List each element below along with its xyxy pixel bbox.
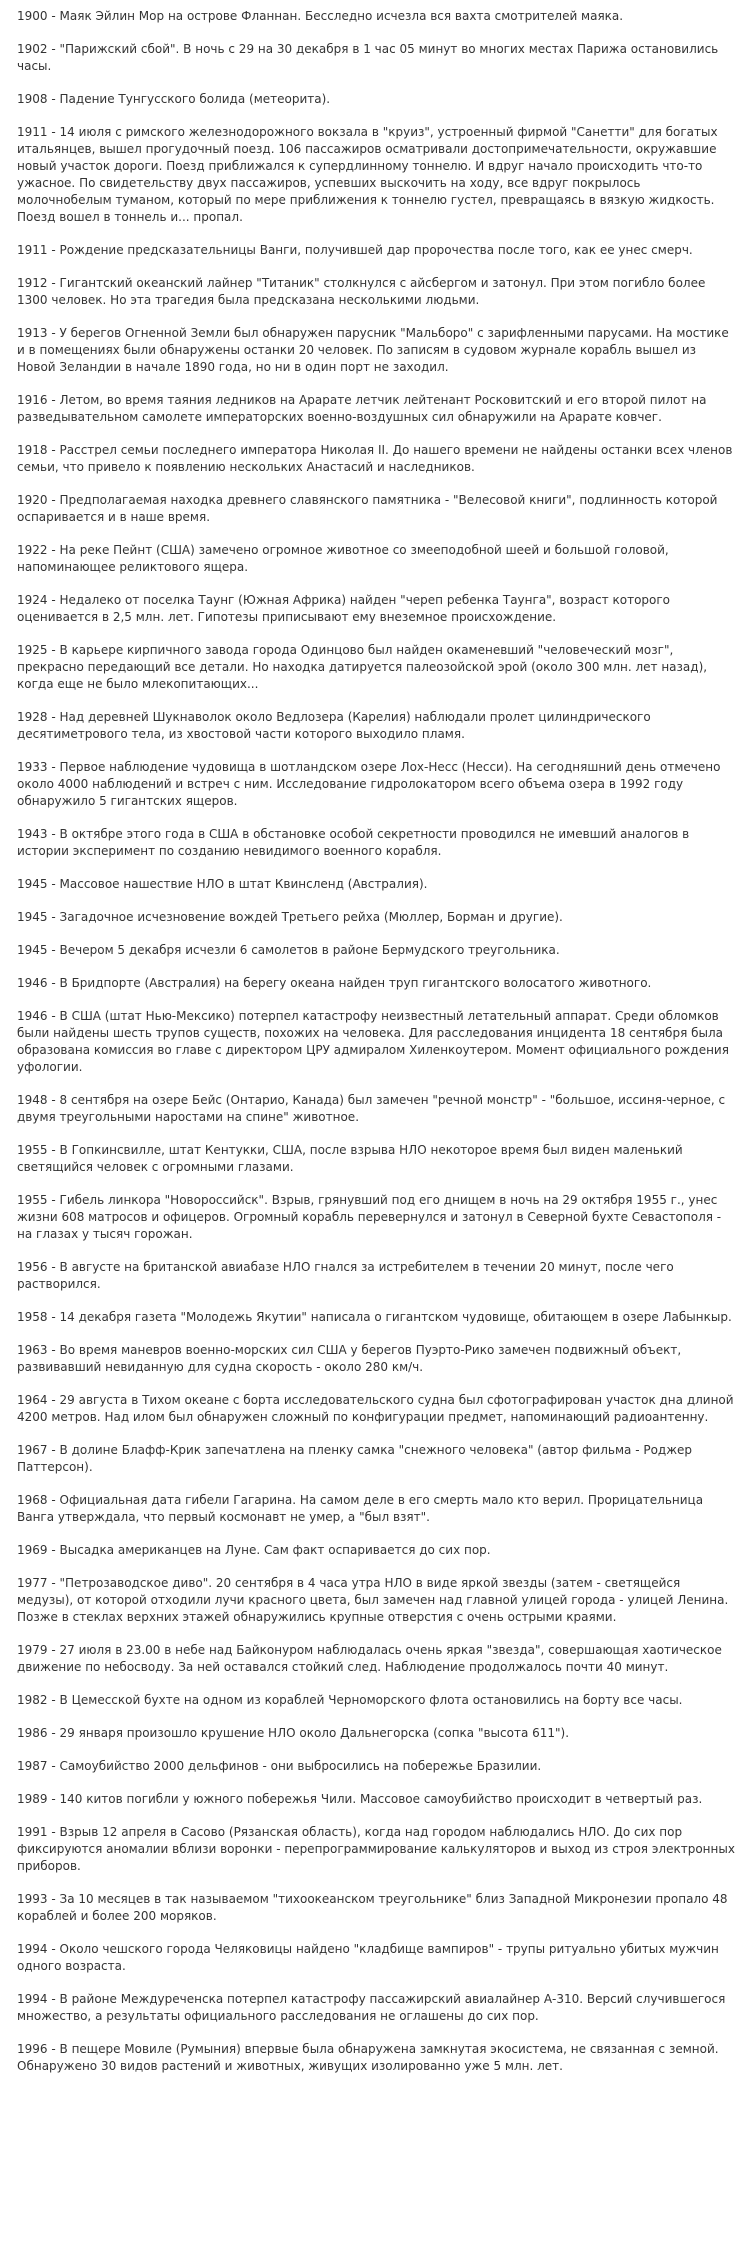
entry-separator: - <box>47 1693 60 1707</box>
entry-text: Официальная дата гибели Гагарина. На самом деле в его смерть мало кто верил. Прорицательница Ванга утверждала, что первый космонавт не умер, а "был взят". <box>17 1493 704 1524</box>
entry-year: 1913 <box>17 326 48 340</box>
entry-separator: - <box>47 9 60 23</box>
entry-year: 1908 <box>17 92 48 106</box>
entry-year: 1945 <box>17 877 48 891</box>
timeline-entry <box>17 41 738 75</box>
timeline-entry <box>17 942 738 959</box>
entry-year: 1943 <box>17 827 48 841</box>
entry-year: 1933 <box>17 760 48 774</box>
timeline-entry <box>17 91 738 108</box>
entry-text: Массовое нашествие НЛО в штат Квинсленд (Австралия). <box>59 877 428 891</box>
entry-text: В октябре этого года в США в обстановке особой секретности проводился не имевший аналогов в истории эксперимент по созданию невидимого военного корабля. <box>17 827 690 858</box>
entry-year: 1996 <box>17 2042 48 2056</box>
timeline-entry <box>17 759 738 810</box>
entry-year: 1977 <box>17 1576 48 1590</box>
entry-separator: - <box>47 125 60 139</box>
entry-text: Расстрел семьи последнего императора Николая II. До нашего времени не найдены останки всех членов семьи, что привело к появлению нескольких Анастасий и наследников. <box>17 443 733 474</box>
entry-separator: - <box>47 393 60 407</box>
entry-text: Первое наблюдение чудовища в шотландском озере Лох-Несс (Несси). На сегодняшний день отмечено около 4000 наблюдений и встреч с ним. Исследование гидролокатором всего объема озера в 1992 году обнаружило 5 гигантских ящеров. <box>17 760 721 808</box>
timeline-entry <box>17 1725 738 1742</box>
entry-text: На реке Пейнт (США) замечено огромное животное со змееподобной шеей и большой головой, напоминающее реликтового ящера. <box>17 543 669 574</box>
entry-separator: - <box>47 493 60 507</box>
entry-separator: - <box>47 2042 60 2056</box>
entry-year: 1924 <box>17 593 48 607</box>
timeline-entry <box>17 8 738 25</box>
timeline-entry <box>17 2041 738 2075</box>
timeline-entry <box>17 442 738 476</box>
entry-separator: - <box>47 1726 60 1740</box>
entry-year: 1979 <box>17 1643 48 1657</box>
entry-text: Рождение предсказательницы Ванги, получившей дар пророчества после того, как ее унес смерч. <box>59 243 693 257</box>
entry-year: 1946 <box>17 976 48 990</box>
timeline-entry <box>17 1092 738 1126</box>
entry-separator: - <box>47 42 60 56</box>
entry-text: 27 июля в 23.00 в небе над Байконуром наблюдалась очень яркая "звезда", совершающая хаотическое движение по небосводу. За ней оставался стойкий след. Наблюдение продолжалось почти 40 минут. <box>17 1643 722 1674</box>
entry-separator: - <box>47 877 60 891</box>
timeline-entry <box>17 1891 738 1925</box>
entry-year: 1956 <box>17 1260 48 1274</box>
entry-separator: - <box>47 943 60 957</box>
timeline-entry <box>17 1941 738 1975</box>
timeline-entry <box>17 1492 738 1526</box>
entry-separator: - <box>47 827 60 841</box>
entry-separator: - <box>47 1443 60 1457</box>
timeline-entry <box>17 1991 738 2025</box>
entry-text: Взрыв 12 апреля в Сасово (Рязанская область), когда над городом наблюдались НЛО. До сих пор фиксируются аномалии вблизи воронки - перепрограммирование калькуляторов и выход из строя электронных приборов. <box>17 1825 735 1873</box>
entry-separator: - <box>47 976 60 990</box>
timeline-entry <box>17 1008 738 1076</box>
entry-year: 1945 <box>17 943 48 957</box>
entry-text: Маяк Эйлин Мор на острове Фланнан. Бесследно исчезла вся вахта смотрителей маяка. <box>59 9 624 23</box>
timeline-entry <box>17 1192 738 1243</box>
entry-separator: - <box>47 1992 60 2006</box>
entry-separator: - <box>47 1543 60 1557</box>
entry-separator: - <box>47 1942 60 1956</box>
entry-separator: - <box>47 1643 60 1657</box>
entry-text: 8 сентября на озере Бейс (Онтарио, Канада) был замечен "речной монстр" - "большое, иссиня-черное, с двумя треугольными наростами на спине" животное. <box>17 1093 726 1124</box>
entry-text: Около чешского города Челяковицы найдено "кладбище вампиров" - трупы ритуально убитых мужчин одного возраста. <box>17 1942 719 1973</box>
entry-separator: - <box>47 1310 60 1324</box>
timeline-entry <box>17 1392 738 1426</box>
timeline-entry <box>17 1542 738 1559</box>
entry-year: 1986 <box>17 1726 48 1740</box>
entry-year: 1928 <box>17 710 48 724</box>
entry-separator: - <box>47 1393 60 1407</box>
entry-year: 1945 <box>17 910 48 924</box>
entry-text: Во время маневров военно-морских сил США у берегов Пуэрто-Рико замечен подвижный объект, развивавший невиданную для судна скорость - около 280 км/ч. <box>17 1343 682 1374</box>
entry-separator: - <box>47 760 60 774</box>
timeline-entry <box>17 1259 738 1293</box>
timeline-entry <box>17 1342 738 1376</box>
entry-text: Гибель линкора "Новороссийск". Взрыв, грянувший под его днищем в ночь на 29 октября 1955 г., унес жизни 608 матросов и офицеров. Огромный корабль перевернулся и затонул в Северной бухте Севастополя - на глазах у тысяч горожан. <box>17 1193 722 1241</box>
entry-text: 29 января произошло крушение НЛО около Дальнегорска (сопка "высота 611"). <box>59 1726 570 1740</box>
entry-text: Летом, во время таяния ледников на Арарате летчик лейтенант Росковитский и его второй пилот на разведывательном самолете императорских военно-воздушных сил обнаружили на Арарате ковчег. <box>17 393 707 424</box>
entry-text: 14 июля с римского железнодорожного вокзала в "круиз", устроенный фирмой "Санетти" для богатых итальянцев, вышел прогудочный поезд. 106 пассажиров осматривали достопримечательности, окружавшие новый участок дороги. Поезд приближался к супердлинному тоннелю. И вдруг начало происходить что-то ужасное. По свидетельству двух пассажиров, успевших выскочить на ходу, все вдруг покрылось молочнобелым туманом, который по мере приближения к тоннелю густел, превращаясь в вязкую жидкость. Поезд вошел в тоннель и... пропал. <box>17 125 718 224</box>
entry-year: 1920 <box>17 493 48 507</box>
entry-text: Вечером 5 декабря исчезли 6 самолетов в районе Бермудского треугольника. <box>59 943 560 957</box>
timeline-entry <box>17 642 738 693</box>
entry-text: Высадка американцев на Луне. Сам факт оспаривается до сих пор. <box>59 1543 491 1557</box>
entry-year: 1982 <box>17 1693 48 1707</box>
timeline-entry <box>17 124 738 226</box>
entry-separator: - <box>47 1193 60 1207</box>
entry-year: 1925 <box>17 643 48 657</box>
timeline-entry <box>17 592 738 626</box>
timeline-entry <box>17 1575 738 1626</box>
entry-text: В долине Блафф-Крик запечатлена на пленку самка "снежного человека" (автор фильма - Роджер Паттерсон). <box>17 1443 693 1474</box>
entry-year: 1964 <box>17 1393 48 1407</box>
timeline-entry <box>17 1692 738 1709</box>
entry-text: В Бридпорте (Австралия) на берегу океана найден труп гигантского волосатого животного. <box>59 976 652 990</box>
entry-separator: - <box>47 643 60 657</box>
entry-text: Самоубийство 2000 дельфинов - они выбросились на побережье Бразилии. <box>59 1759 542 1773</box>
timeline-entry <box>17 709 738 743</box>
timeline-entry <box>17 1642 738 1676</box>
timeline-entry <box>17 826 738 860</box>
entry-year: 1955 <box>17 1193 48 1207</box>
entry-separator: - <box>47 1792 60 1806</box>
entry-text: Недалеко от поселка Таунг (Южная Африка) найден "череп ребенка Таунга", возраст которого оценивается в 2,5 млн. лет. Гипотезы приписывают ему внеземное происхождение. <box>17 593 671 624</box>
entry-separator: - <box>47 1825 60 1839</box>
entry-text: В Цемесской бухте на одном из кораблей Черноморского флота остановились на борту все часы. <box>59 1693 683 1707</box>
timeline-entry <box>17 1758 738 1775</box>
entry-separator: - <box>47 1493 60 1507</box>
entry-separator: - <box>47 243 60 257</box>
timeline-entry <box>17 392 738 426</box>
entry-text: Падение Тунгусского болида (метеорита). <box>59 92 331 106</box>
timeline-entry <box>17 325 738 376</box>
entry-text: "Парижский сбой". В ночь с 29 на 30 декабря в 1 час 05 минут во многих местах Парижа остановились часы. <box>17 42 719 73</box>
entry-year: 1918 <box>17 443 48 457</box>
entry-text: В районе Междуреченска потерпел катастрофу пассажирский авиалайнер А-310. Версий случившегося множество, а результаты официального расследования не оглашены до сих пор. <box>17 1992 726 2023</box>
entry-text: У берегов Огненной Земли был обнаружен парусник "Мальборо" с зарифленными парусами. На мостике и в помещениях были обнаружены останки 20 человек. По записям в судовом журнале корабль вышел из Новой Зеландии в начале 1890 года, но ни в один порт не заходил. <box>17 326 729 374</box>
entry-year: 1922 <box>17 543 48 557</box>
entry-year: 1994 <box>17 1942 48 1956</box>
entry-separator: - <box>47 92 60 106</box>
timeline-entry <box>17 975 738 992</box>
entry-text: В пещере Мовиле (Румыния) впервые была обнаружена замкнутая экосистема, не связанная с земной. Обнаружено 30 видов растений и животных, живущих изолированно уже 5 млн. лет. <box>17 2042 719 2073</box>
entry-text: Над деревней Шукнаволок около Ведлозера (Карелия) наблюдали пролет цилиндрического десятиметрового тела, из хвостовой части которого выходило пламя. <box>17 710 651 741</box>
entry-separator: - <box>47 1892 60 1906</box>
timeline-entry <box>17 1824 738 1875</box>
timeline-entry <box>17 492 738 526</box>
timeline-entry <box>17 1442 738 1476</box>
entry-text: В карьере кирпичного завода города Одинцово был найден окаменевший "человеческий мозг", прекрасно передающий все детали. Но находка датируется палеозойской эрой (около 300 млн. лет назад), когда еще не было млекопитающих... <box>17 643 708 691</box>
entry-separator: - <box>47 1009 60 1023</box>
entry-text: "Петрозаводское диво". 20 сентября в 4 часа утра НЛО в виде яркой звезды (затем - светящейся медузы), от которой отходили лучи красного цвета, был замечен над главной улицей города - улицей Ленина. Позже в стеклах верхних этажей обнаружились крупные отверстия с очень острыми краями. <box>17 1576 729 1624</box>
entry-text: 140 китов погибли у южного побережья Чили. Массовое самоубийство происходит в четвертый раз. <box>59 1792 703 1806</box>
timeline-entry <box>17 909 738 926</box>
entry-year: 1963 <box>17 1343 48 1357</box>
entry-separator: - <box>47 710 60 724</box>
entry-separator: - <box>47 910 60 924</box>
timeline-entry <box>17 876 738 893</box>
entry-year: 1958 <box>17 1310 48 1324</box>
entry-year: 1991 <box>17 1825 48 1839</box>
entry-year: 1911 <box>17 243 48 257</box>
entry-year: 1948 <box>17 1093 48 1107</box>
entry-text: В августе на британской авиабазе НЛО гнался за истребителем в течении 20 минут, после чего растворился. <box>17 1260 674 1291</box>
entry-separator: - <box>47 1143 60 1157</box>
entry-separator: - <box>47 1260 60 1274</box>
entry-separator: - <box>47 1576 60 1590</box>
timeline-entry <box>17 1791 738 1808</box>
entry-separator: - <box>47 1093 60 1107</box>
entry-year: 1969 <box>17 1543 48 1557</box>
entry-year: 1994 <box>17 1992 48 2006</box>
entry-year: 1967 <box>17 1443 48 1457</box>
entry-year: 1911 <box>17 125 48 139</box>
entry-year: 1946 <box>17 1009 48 1023</box>
entry-text: В США (штат Нью-Мексико) потерпел катастрофу неизвестный летательный аппарат. Среди обломков были найдены шесть трупов существ, похожих на человека. Для расследования инцидента 18 сентября была образована комиссия во главе с директором ЦРУ адмиралом Хиленкоутером. Момент официального рождения уфологии. <box>17 1009 729 1074</box>
entry-separator: - <box>47 326 60 340</box>
entry-separator: - <box>47 1759 60 1773</box>
entry-text: Предполагаемая находка древнего славянского памятника - "Велесовой книги", подлинность которой оспаривается и в наше время. <box>17 493 718 524</box>
entry-year: 1968 <box>17 1493 48 1507</box>
entry-year: 1902 <box>17 42 48 56</box>
entry-text: 29 августа в Тихом океане с борта исследовательского судна был сфотографирован участок дна длиной 4200 метров. Над илом был обнаружен сложный по конфигурации предмет, напоминающий радиоантенну. <box>17 1393 734 1424</box>
entry-text: 14 декабря газета "Молодежь Якутии" написала о гигантском чудовище, обитающем в озере Лабынкыр. <box>59 1310 732 1324</box>
entry-year: 1955 <box>17 1143 48 1157</box>
timeline-entry <box>17 1309 738 1326</box>
entry-year: 1912 <box>17 276 48 290</box>
entry-separator: - <box>47 543 60 557</box>
entry-separator: - <box>47 276 60 290</box>
entry-year: 1989 <box>17 1792 48 1806</box>
entry-separator: - <box>47 593 60 607</box>
entry-year: 1916 <box>17 393 48 407</box>
entry-separator: - <box>47 443 60 457</box>
entry-text: В Гопкинсвилле, штат Кентукки, США, после взрыва НЛО некоторое время был виден маленький светящийся человек с огромными глазами. <box>17 1143 683 1174</box>
timeline-entry <box>17 242 738 259</box>
entry-year: 1987 <box>17 1759 48 1773</box>
timeline-entry <box>17 275 738 309</box>
timeline-entry <box>17 1142 738 1176</box>
timeline-entry <box>17 542 738 576</box>
entry-year: 1993 <box>17 1892 48 1906</box>
entry-separator: - <box>47 1343 60 1357</box>
entry-year: 1900 <box>17 9 48 23</box>
entry-text: Гигантский океанский лайнер "Титаник" столкнулся с айсбергом и затонул. При этом погибло более 1300 человек. Но эта трагедия была предсказана несколькими людьми. <box>17 276 706 307</box>
entry-text: Загадочное исчезновение вождей Третьего рейха (Мюллер, Борман и другие). <box>59 910 563 924</box>
entry-text: За 10 месяцев в так называемом "тихоокеанском треугольнике" близ Западной Микронезии пропало 48 кораблей и более 200 моряков. <box>17 1892 728 1923</box>
